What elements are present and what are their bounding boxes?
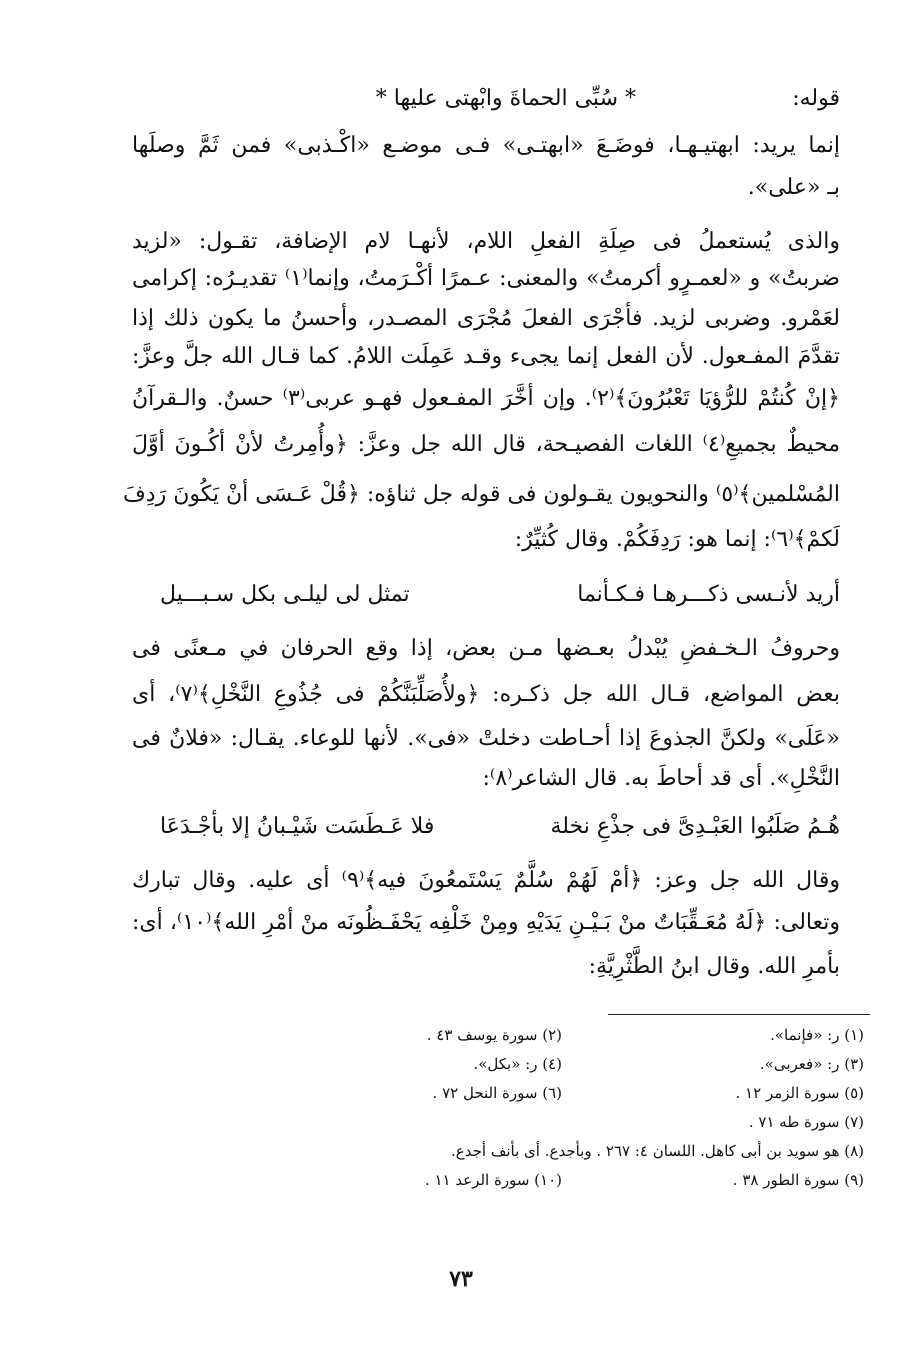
- body-line: بأمرِ الله. وقال ابنُ الطَّثْرِيَّةِ:: [588, 954, 840, 979]
- poem-hemistich-right: أريد لأنـسى ذكـــرهـا فـكـأنما: [577, 582, 840, 607]
- poem-hemistich-left: فلا عَـطَسَت شَيْـبانُ إلا بأجْـدَعَا: [160, 814, 435, 839]
- body-line: وتعالى: ﴿لَهُ مُعَـقِّبَاتٌ منْ بَـيْـنِ يَدَيْهِ ومِنْ خَلْفِه يَحْفَـظُونَه منْ أمْرِ الله﴾⁽١٠⁾، أى:: [132, 910, 840, 935]
- footnote: (١) ر: «فإنما».: [770, 1026, 864, 1044]
- footnote: (١٠) سورة الرعد ١١ .: [424, 1171, 562, 1189]
- footnote: (٣) ر: «فعربى».: [759, 1055, 864, 1073]
- poem-hemistich-left: تمثل لى ليلـى بكل سـبـــيل: [160, 582, 410, 607]
- poem-hemistich-right: هُـمُ صَلَبُوا العَبْـدِىَّ فى جذْعِ نخلة: [550, 814, 840, 839]
- body-line: وقال الله جل وعز: ﴿أمْ لَهُمْ سُلَّمٌ يَسْتَمعُونَ فيه﴾⁽٩⁾ أى عليه. وقال تبارك: [132, 868, 840, 893]
- footnote: (٥) سورة الزمر ١٢ .: [735, 1084, 864, 1102]
- body-line: والذى يُستعملُ فى صِلَةِ الفعلِ اللام، لأنهـا لام الإضافة، تقـول: «لزيد: [132, 229, 840, 254]
- body-line: لَكمْ﴾⁽٦⁾: إنما هو: رَدِفَكُمْ. وقال كُثيِّرٌ:: [514, 527, 840, 552]
- body-line: «عَلَى» ولكنَّ الجذوعَ إذا أحـاطت دخلتْ «فى». لأنها للوعاء. يقـال: «فلانٌ فى: [132, 726, 840, 751]
- body-line: ضربتُ» و «لعمـرٍو أكرمتُ» والمعنى: عـمرًا أكْـرَمتُ، وإنما⁽١⁾ تقديـرُه: إكرامى: [132, 266, 840, 291]
- header-verse: * سُبِّى الحماةَ وابْهتى عليها *: [375, 86, 636, 111]
- header-label: قوله:: [792, 86, 840, 111]
- body-line: المُسْلمين﴾⁽٥⁾ والنحويون يقـولون فى قوله جل ثناؤه: ﴿قُلْ عَـسَى أنْ يَكُونَ رَدِفَ: [123, 482, 840, 507]
- footnote: (٩) سورة الطور ٣٨ .: [732, 1171, 864, 1189]
- body-line: النَّخْلِ». أى قد أحاطَ به. قال الشاعر⁽٨⁾:: [482, 766, 840, 791]
- footnote-separator: [608, 1014, 870, 1015]
- footnote: (٦) سورة النحل ٧٢ .: [432, 1084, 562, 1102]
- body-line: وحروفُ الـخـفضِ يُبْدلُ بعـضها مـن بعض، إذا وقع الحرفان في مـعنًى فى: [132, 636, 840, 661]
- body-line: إنما يريد: ابهتيـهـا، فوضَـعَ «ابهتـى» فـى موضـع «اكْـذبى» فمن ثَمَّ وصلَها: [132, 133, 840, 158]
- footnote: (٧) سورة طه ٧١ .: [748, 1113, 864, 1131]
- body-line: لعَمْرو. وضربى لزيد. فأجْرَى الفعلَ مُجْرَى المصـدر، وأحسنُ ما يكون ذلك إذا: [132, 306, 840, 331]
- body-line: محيطٌ بجميعِ⁽٤⁾ اللغات الفصيـحة، قال الله جل وعزَّ: ﴿وأُمِرتُ لأنْ أكُـونَ أوَّلَ: [132, 432, 840, 457]
- body-line: بعض المواضع، قـال الله جل ذكـره: ﴿ولأُصَلِّبَنَّكُمْ فى جُذُوعِ النَّخْلِ﴾⁽٧⁾، أى: [132, 682, 840, 707]
- body-line: بـ «على».: [747, 175, 840, 200]
- footnote: (٢) سورة يوسف ٤٣ .: [426, 1026, 562, 1044]
- page-number: ٧٣: [449, 1266, 473, 1292]
- footnote: (٨) هو سويد بن أبى كاهل. اللسان ٤: ٢٦٧ . وبأجدع. أى بأنف أجدع.: [451, 1142, 864, 1160]
- footnote: (٤) ر: «بكل».: [473, 1055, 562, 1073]
- body-line: ﴿إنْ كُنتُمْ للرُّؤيَا تَعْبُرُونَ﴾⁽٢⁾. وإن أخَّرَ المفـعول فهـو عربى⁽٣⁾ حسنٌ. والـقرآنُ: [132, 386, 840, 411]
- body-line: تقدَّمَ المفـعول. لأن الفعل إنما يجىء وقـد عَمِلَت اللامُ. كما قـال الله جلَّ وعزَّ:: [132, 344, 840, 369]
